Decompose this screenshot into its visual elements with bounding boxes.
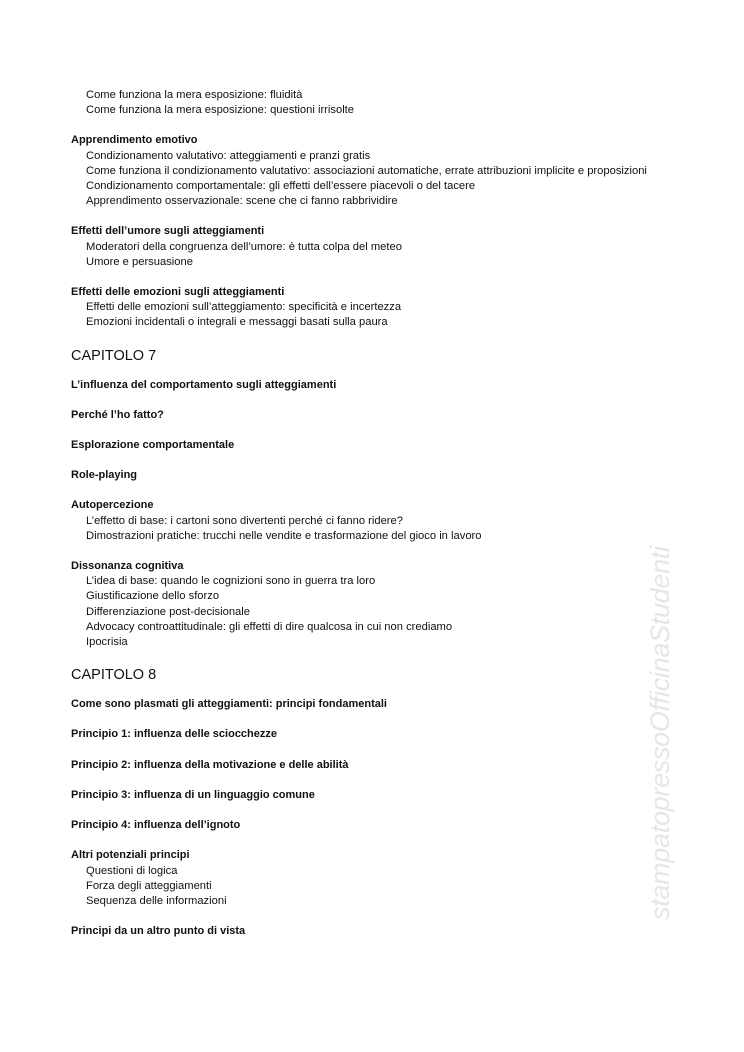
section-heading: Principio 3: influenza di un linguaggio comune bbox=[71, 788, 315, 801]
toc-subitem: Giustificazione dello sforzo bbox=[86, 590, 220, 603]
section-heading: L’influenza del comportamento sugli atteggiamenti bbox=[71, 378, 337, 391]
toc-subitem: Moderatori della congruenza dell’umore: è tutta colpa del meteo bbox=[86, 240, 402, 253]
section-heading: Principi da un altro punto di vista bbox=[71, 925, 246, 938]
toc-subitem: Forza degli atteggiamenti bbox=[86, 879, 212, 892]
toc-subitem: Come funziona la mera esposizione: questioni irrisolte bbox=[86, 104, 355, 117]
section-heading: Altri potenziali principi bbox=[71, 849, 190, 862]
document-page bbox=[71, 88, 691, 939]
toc-subitem: Effetti delle emozioni sull’atteggiamento: specificità e incertezza bbox=[86, 301, 402, 314]
toc-subitem: Ipocrisia bbox=[86, 636, 128, 649]
chapter-title: CAPITOLO 8 bbox=[71, 667, 157, 684]
section-heading: Come sono plasmati gli atteggiamenti: principi fondamentali bbox=[71, 698, 387, 711]
section-heading: Autopercezione bbox=[71, 499, 154, 512]
toc-subitem: Advocacy controattitudinale: gli effetti di dire qualcosa in cui non crediamo bbox=[86, 620, 453, 633]
toc-subitem: Come funziona il condizionamento valutativo: associazioni automatiche, errate attribuzioni implicite e proposizioni bbox=[86, 164, 647, 177]
section-heading: Principio 1: influenza delle sciocchezze bbox=[71, 728, 278, 741]
section-heading: Role-playing bbox=[71, 469, 138, 482]
watermark-text: stampatopressoOfficinaStudenti bbox=[645, 546, 675, 920]
section-heading: Effetti dell’umore sugli atteggiamenti bbox=[71, 225, 265, 238]
section-heading: Effetti delle emozioni sugli atteggiamenti bbox=[71, 286, 285, 299]
toc-subitem: Questioni di logica bbox=[86, 864, 178, 877]
toc-subitem: Differenziazione post-decisionale bbox=[86, 605, 250, 618]
toc-subitem: Dimostrazioni pratiche: trucchi nelle vendite e trasformazione del gioco in lavoro bbox=[86, 529, 482, 542]
section-heading: Esplorazione comportamentale bbox=[71, 439, 235, 452]
toc-subitem: Condizionamento comportamentale: gli effetti dell’essere piacevoli o del tacere bbox=[86, 180, 476, 193]
section-heading: Apprendimento emotivo bbox=[71, 134, 198, 147]
chapter-title: CAPITOLO 7 bbox=[71, 347, 157, 364]
toc-subitem: Sequenza delle informazioni bbox=[86, 894, 227, 907]
section-heading: Dissonanza cognitiva bbox=[71, 560, 184, 573]
section-heading: Principio 4: influenza dell’ignoto bbox=[71, 819, 241, 832]
toc-subitem: L’idea di base: quando le cognizioni sono in guerra tra loro bbox=[86, 575, 376, 588]
section-heading: Perché l’ho fatto? bbox=[71, 408, 164, 421]
toc-subitem: Apprendimento osservazionale: scene che ci fanno rabbrividire bbox=[86, 195, 398, 208]
toc-subitem: Condizionamento valutativo: atteggiamenti e pranzi gratis bbox=[86, 149, 371, 162]
toc-subitem: L’effetto di base: i cartoni sono divertenti perché ci fanno ridere? bbox=[86, 514, 403, 527]
toc-subitem: Come funziona la mera esposizione: fluidità bbox=[86, 89, 303, 101]
section-heading: Principio 2: influenza della motivazione e delle abilità bbox=[71, 758, 349, 771]
toc-subitem: Umore e persuasione bbox=[86, 255, 193, 268]
toc-subitem: Emozioni incidentali o integrali e messaggi basati sulla paura bbox=[86, 316, 388, 329]
